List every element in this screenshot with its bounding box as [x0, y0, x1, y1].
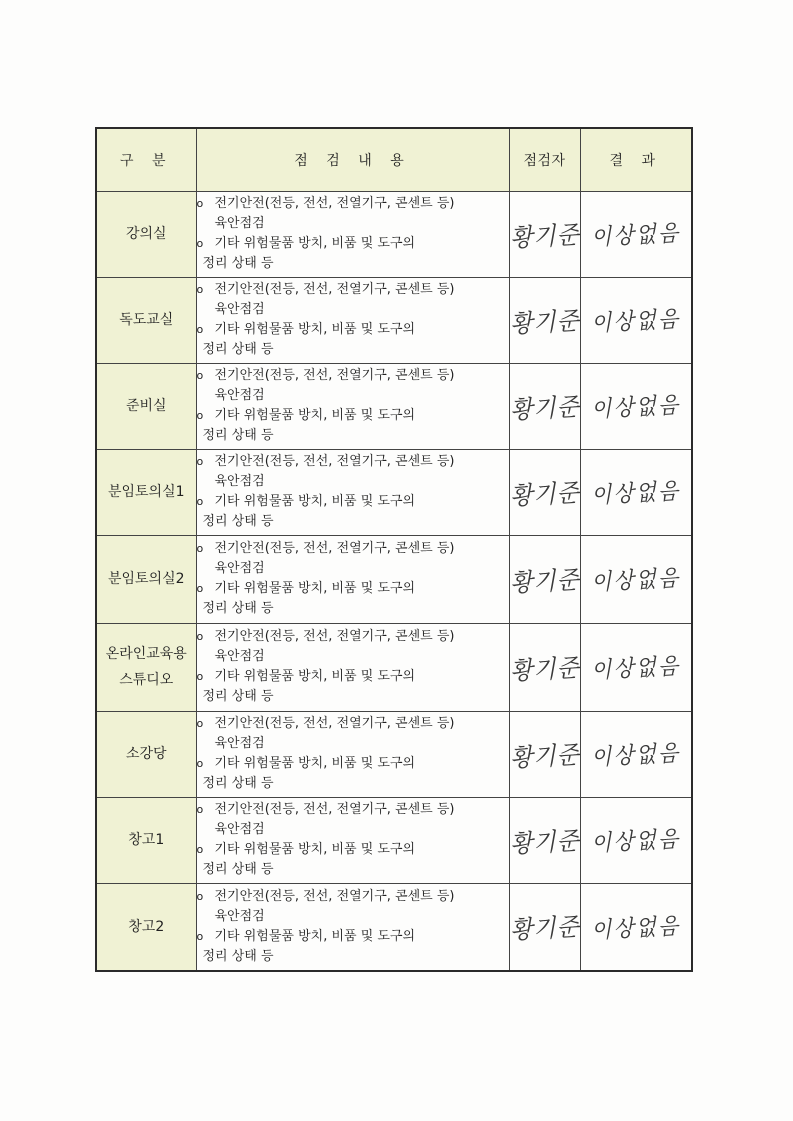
check-item-hazard: o 기타 위험물품 방치, 비품 및 도구의: [197, 234, 509, 254]
bullet-icon: o: [196, 495, 204, 508]
row-category: 분임토의실1: [96, 449, 196, 535]
table-row: [96, 711, 692, 797]
header-result: 결 과: [580, 128, 692, 191]
bullet-icon: o: [196, 670, 204, 683]
check-item-hazard: o 기타 위험물품 방치, 비품 및 도구의: [197, 840, 509, 860]
bullet-icon: o: [196, 369, 204, 382]
inspector-signature: 황기준: [509, 711, 580, 797]
inspector-signature: 황기준: [509, 277, 580, 363]
check-item-hazard-wrap: 정리 상태 등: [202, 342, 274, 357]
table-row: [96, 363, 692, 449]
table-row: [96, 191, 692, 277]
bullet-icon: o: [196, 283, 204, 296]
check-item-hazard-wrap: 정리 상태 등: [202, 428, 274, 443]
check-item-hazard-wrap: 정리 상태 등: [202, 256, 274, 271]
inspector-signature: 황기준: [509, 623, 580, 711]
check-item-electric: o 전기안전(전등, 전선, 전열기구, 콘센트 등) 육안점검: [196, 888, 455, 924]
inspector-signature: 황기준: [509, 797, 580, 883]
bullet-icon: o: [196, 889, 204, 903]
check-item-hazard-wrap: 정리 상태 등: [202, 776, 274, 791]
table-row: [96, 797, 692, 883]
check-item-hazard: o 기타 위험물품 방치, 비품 및 도구의: [197, 320, 509, 340]
bullet-icon: o: [196, 542, 204, 555]
bullet-icon: o: [196, 323, 204, 336]
row-content: [196, 191, 509, 277]
inspection-result: 이상없음: [580, 277, 692, 363]
check-item-hazard: o 기타 위험물품 방치, 비품 및 도구의: [197, 406, 509, 426]
row-category-line1: 온라인교육용: [105, 646, 187, 662]
header-content: 점 검 내 용: [196, 128, 509, 191]
check-item-hazard: o 기타 위험물품 방치, 비품 및 도구의: [197, 579, 509, 599]
inspection-result: 이상없음: [580, 711, 692, 797]
inspection-result: 이상없음: [580, 797, 692, 883]
bullet-icon: o: [196, 197, 204, 210]
bullet-icon: o: [196, 409, 204, 422]
row-category: [96, 623, 196, 711]
table-row: [96, 623, 692, 711]
bullet-icon: o: [196, 803, 204, 816]
bullet-icon: o: [196, 929, 204, 943]
check-item-hazard-wrap: 정리 상태 등: [202, 514, 274, 529]
table-row: [96, 277, 692, 363]
row-category: 독도교실: [96, 277, 196, 363]
row-category: 강의실: [96, 191, 196, 277]
check-item-electric: o 전기안전(전등, 전선, 전열기구, 콘센트 등) 육안점검: [196, 541, 455, 576]
check-item-hazard-wrap: 정리 상태 등: [202, 689, 274, 704]
check-item-electric: o 전기안전(전등, 전선, 전열기구, 콘센트 등) 육안점검: [196, 368, 455, 403]
bullet-icon: o: [196, 630, 204, 643]
check-item-electric: o 전기안전(전등, 전선, 전열기구, 콘센트 등) 육안점검: [196, 196, 455, 231]
table-row: [96, 883, 692, 971]
check-item-hazard: o 기타 위험물품 방치, 비품 및 도구의: [197, 667, 509, 687]
inspection-result: 이상없음: [580, 535, 692, 623]
inspection-result: 이상없음: [580, 623, 692, 711]
table-row: [96, 449, 692, 535]
header-inspector: 점검자: [509, 128, 580, 191]
row-content: [196, 883, 509, 971]
check-item-hazard: o 기타 위험물품 방치, 비품 및 도구의: [197, 492, 509, 512]
inspector-signature: 황기준: [509, 363, 580, 449]
bullet-icon: o: [196, 582, 204, 595]
row-category: 소강당: [96, 711, 196, 797]
check-item-hazard-wrap: 정리 상태 등: [202, 601, 274, 616]
check-item-hazard-wrap: 정리 상태 등: [202, 862, 274, 877]
inspection-result: 이상없음: [580, 883, 692, 971]
check-item-hazard: o 기타 위험물품 방치, 비품 및 도구의: [197, 927, 509, 947]
row-category: 분임토의실2: [96, 535, 196, 623]
header-category: 구 분: [96, 128, 196, 191]
bullet-icon: o: [196, 757, 204, 770]
table-header-row: [96, 128, 692, 191]
bullet-icon: o: [196, 237, 204, 250]
check-item-electric: o 전기안전(전등, 전선, 전열기구, 콘센트 등) 육안점검: [196, 716, 455, 751]
bullet-icon: o: [196, 455, 204, 468]
inspector-signature: 황기준: [509, 191, 580, 277]
row-content: [196, 797, 509, 883]
inspector-signature: 황기준: [509, 883, 580, 971]
row-category: 준비실: [96, 363, 196, 449]
bullet-icon: o: [196, 843, 204, 856]
row-category: 창고1: [96, 797, 196, 883]
inspection-result: 이상없음: [580, 449, 692, 535]
check-item-electric: o 전기안전(전등, 전선, 전열기구, 콘센트 등) 육안점검: [196, 282, 455, 317]
check-item-electric: o 전기안전(전등, 전선, 전열기구, 콘센트 등) 육안점검: [196, 454, 455, 489]
check-item-electric: o 전기안전(전등, 전선, 전열기구, 콘센트 등) 육안점검: [196, 629, 455, 664]
row-content: [196, 363, 509, 449]
check-item-hazard-wrap: 정리 상태 등: [202, 948, 274, 964]
inspector-signature: 황기준: [509, 535, 580, 623]
row-category: 창고2: [96, 883, 196, 971]
row-content: [196, 623, 509, 711]
check-item-electric: o 전기안전(전등, 전선, 전열기구, 콘센트 등) 육안점검: [196, 802, 455, 837]
row-category-line2: 스튜디오: [119, 672, 174, 688]
bullet-icon: o: [196, 717, 204, 730]
row-content: [196, 535, 509, 623]
row-content: [196, 711, 509, 797]
row-content: [196, 277, 509, 363]
inspector-signature: 황기준: [509, 449, 580, 535]
row-content: [196, 449, 509, 535]
inspection-result: 이상없음: [580, 191, 692, 277]
inspection-result: 이상없음: [580, 363, 692, 449]
check-item-hazard: o 기타 위험물품 방치, 비품 및 도구의: [197, 754, 509, 774]
inspection-table: [95, 127, 693, 972]
table-row: [96, 535, 692, 623]
